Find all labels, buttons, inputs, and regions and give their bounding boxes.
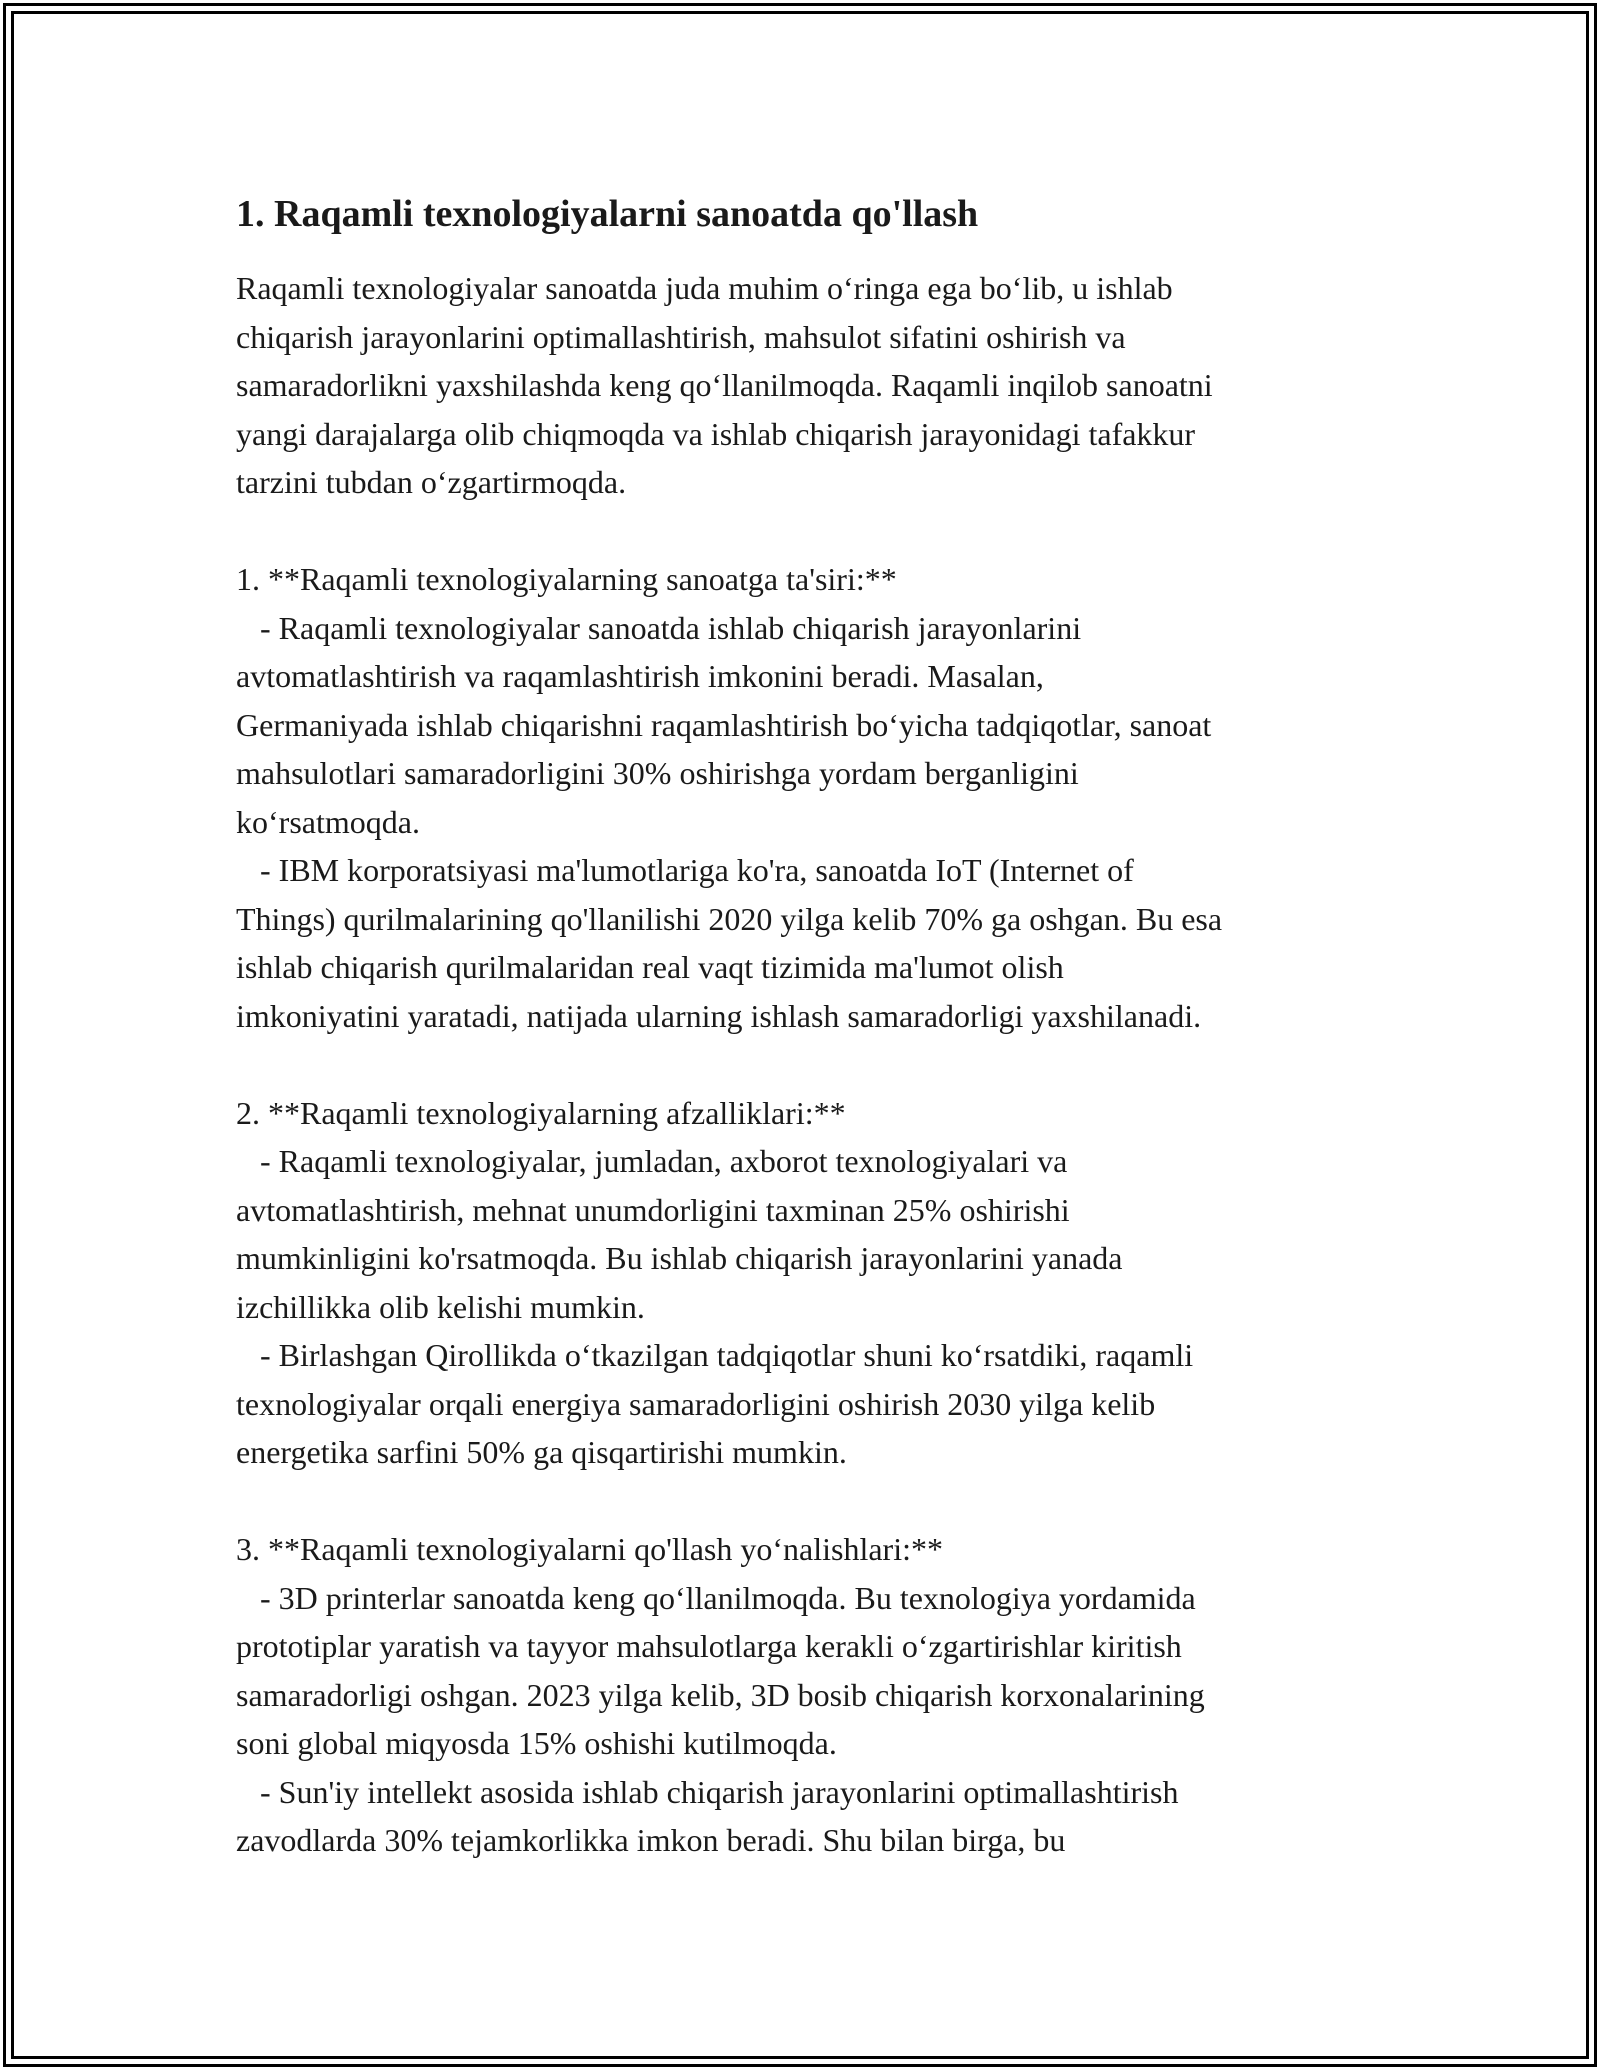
intro-line: Raqamli texnologiyalar sanoatda juda muhim oʻringa ega boʻlib, u ishlab	[236, 270, 1173, 306]
intro-line: samaradorlikni yaxshilashda keng qoʻllanilmoqda. Raqamli inqilob sanoatni	[236, 367, 1213, 403]
section-line: mahsulotlari samaradorligini 30% oshirishga yordam berganligini	[236, 755, 1079, 791]
section-line: izchillikka olib kelishi mumkin.	[236, 1288, 645, 1325]
section-line: - Raqamli texnologiyalar sanoatda ishlab chiqarish jarayonlarini	[236, 609, 1082, 646]
section-line: Germaniyada ishlab chiqarishni raqamlashtirish boʻyicha tadqiqotlar, sanoat	[236, 706, 1212, 743]
section-line: samaradorligi oshgan. 2023 yilga kelib, 3D bosib chiqarish korxonalarining	[236, 1676, 1205, 1713]
section-line: texnologiyalar orqali energiya samaradorligini oshirish 2030 yilga kelib	[236, 1385, 1156, 1422]
section-line: - Birlashgan Qirollikda oʻtkazilgan tadqiqotlar shuni koʻrsatdiki, raqamli	[236, 1337, 1194, 1373]
intro-line: yangi darajalarga olib chiqmoqda va ishlab chiqarish jarayonidagi tafakkur	[236, 415, 1196, 452]
intro-line: chiqarish jarayonlarini optimallashtirish, mahsulot sifatini oshirish va	[236, 318, 1126, 355]
document-title: 1. Raqamli texnologiyalarni sanoatda qo'llash	[236, 193, 979, 235]
section-line: Things) qurilmalarining qo'llanilishi 2020 yilga kelib 70% ga oshgan. Bu esa	[236, 900, 1223, 937]
section-line: ishlab chiqarish qurilmalaridan real vaqt tizimida ma'lumot olish	[236, 949, 1064, 985]
section-line: koʻrsatmoqda.	[236, 803, 420, 840]
section-heading: 1. **Raqamli texnologiyalarning sanoatga ta'siri:**	[236, 561, 897, 597]
section-line: soni global miqyosda 15% oshishi kutilmoqda.	[236, 1725, 837, 1761]
section-heading: 2. **Raqamli texnologiyalarning afzalliklari:**	[236, 1094, 846, 1131]
section-line: prototiplar yaratish va tayyor mahsulotlarga kerakli oʻzgartirishlar kiritish	[236, 1628, 1182, 1664]
section-1	[236, 555, 1376, 1040]
section-line: - 3D printerlar sanoatda keng qoʻllanilmoqda. Bu texnologiya yordamida	[236, 1579, 1196, 1616]
section-2	[236, 1089, 1376, 1477]
section-line: - Raqamli texnologiyalar, jumladan, axborot texnologiyalari va	[236, 1143, 1068, 1179]
section-line: mumkinligini ko'rsatmoqda. Bu ishlab chiqarish jarayonlarini yanada	[236, 1240, 1123, 1276]
section-line: - IBM korporatsiyasi ma'lumotlariga ko'ra, sanoatda IoT (Internet of	[236, 852, 1134, 888]
document-page	[236, 186, 1376, 1865]
section-line: imkoniyatini yaratadi, natijada ularning ishlash samaradorligi yaxshilanadi.	[236, 997, 1202, 1034]
intro-line: tarzini tubdan oʻzgartirmoqda.	[236, 464, 627, 500]
section-line: - Sun'iy intellekt asosida ishlab chiqarish jarayonlarini optimallashtirish	[236, 1773, 1179, 1810]
section-line: avtomatlashtirish, mehnat unumdorligini taxminan 25% oshirishi	[236, 1191, 1070, 1228]
section-line: avtomatlashtirish va raqamlashtirish imkonini beradi. Masalan,	[236, 658, 1044, 694]
section-line: energetika sarfini 50% ga qisqartirishi mumkin.	[236, 1434, 847, 1470]
section-heading: 3. **Raqamli texnologiyalarni qo'llash yoʻnalishlari:**	[236, 1531, 943, 1567]
intro-paragraph	[236, 264, 1376, 507]
section-3	[236, 1525, 1376, 1865]
section-line: zavodlarda 30% tejamkorlikka imkon beradi. Shu bilan birga, bu	[236, 1822, 1066, 1858]
